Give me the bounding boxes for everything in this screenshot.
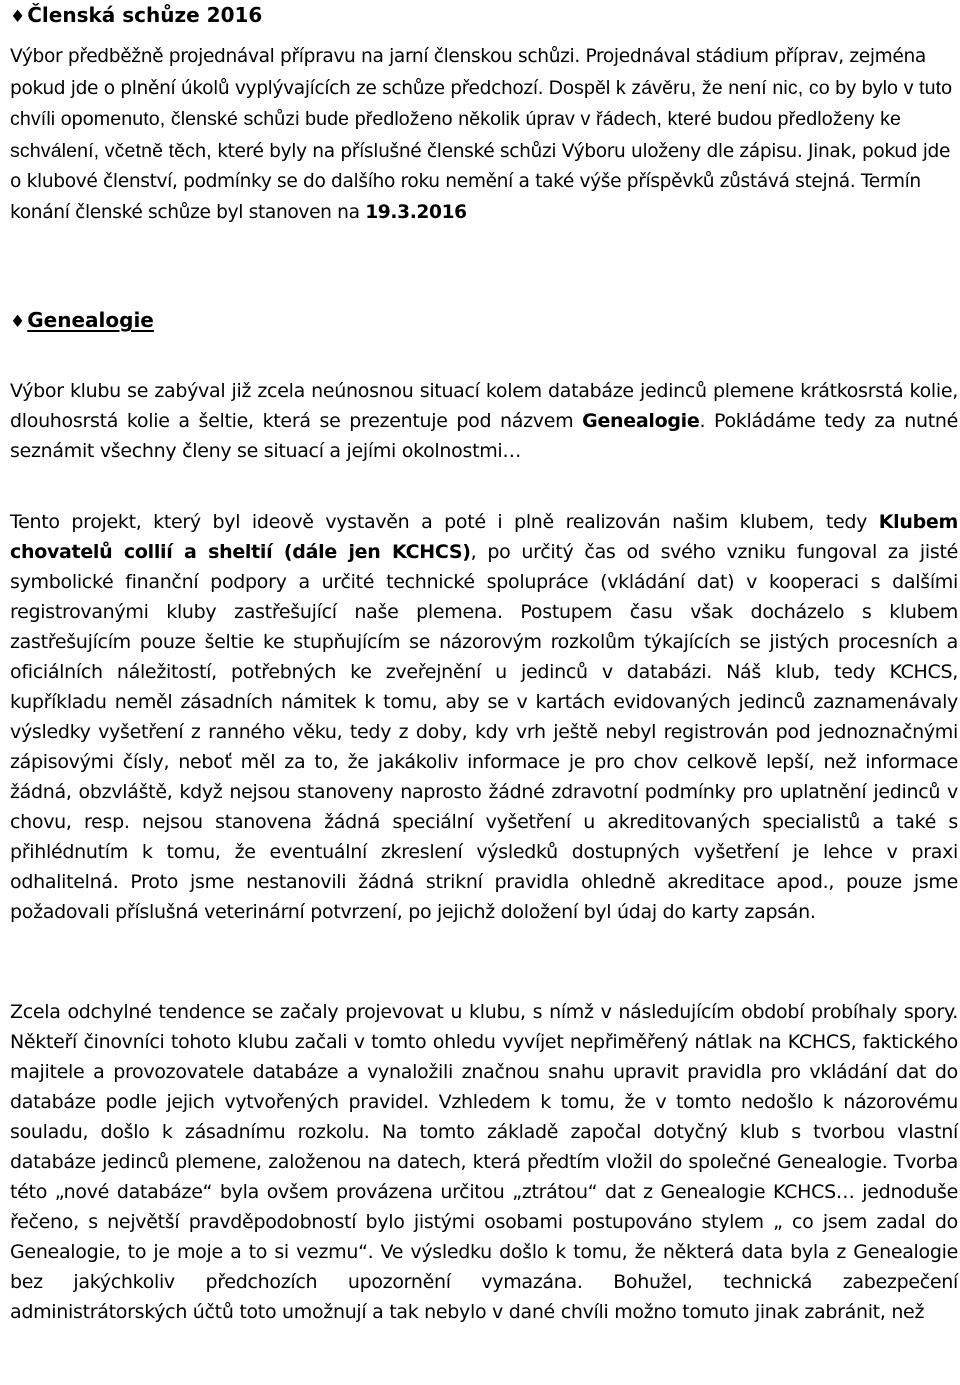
paragraph-text: Výbor klubu se zabýval již zcela neúnosnou situací kolem databáze jedinců plemene krátkosrstá kolie, dlouhosrstá kolie a šeltie, která se prezentuje pod názvem [10,380,958,432]
paragraph-text-c: které byly na příslušné členské schůzi Výboru uloženy dle zápisu. Jinak, pokud jde o klubové členství, podmínky se do dalšího roku nemění a také výše příspěvků zůstává stejná. Termín konání členské schůze byl stanoven na [10,140,951,223]
meeting-date: 19.3.2016 [365,201,467,223]
section-title: Členská schůze 2016 [27,3,263,27]
section-heading-genealogie [10,306,154,336]
diamond-bullet-icon: ♦ [10,7,26,27]
diamond-bullet-icon: ♦ [10,312,26,332]
paragraph-clenska-schuze [10,42,958,228]
bold-club-name: Klubem chovatelů collií a sheltií (dále jen KCHCS) [10,511,958,563]
paragraph-genealogie-intro [10,376,958,466]
paragraph-genealogie-history [10,507,958,927]
section-title: Genealogie [27,308,154,332]
paragraph-text-b: Dospěl k závěru, že není nic, co by bylo v tuto chvíli opomenuto, členské schůzi bude předloženo několik úprav v řádech, které budou předloženy ke schválení, včetně těch, [10,76,953,162]
paragraph-text: Tento projekt, který byl ideově vystavěn a poté i plně realizován našim klubem, tedy [10,511,879,533]
paragraph-text-a: Výbor předběžně projednával přípravu na jarní členskou schůzi. Projednával stádium příprav, zejména pokud jde o plnění úkolů vyplývajících ze schůze předchozí. [10,46,926,99]
bold-term: Genealogie [582,410,700,432]
paragraph-genealogie-dispute: Zcela odchylné tendence se začaly projevovat u klubu, s nímž v následujícím období probíhaly spory. Někteří činovníci tohoto klubu začali v tomto ohledu vyvíjet nepřiměřený nátlak na KCHCS, faktického majitele a provozovatele databáze a vynaložili značnou snahu upravit pravidla pro vkládání dat do databáze podle jejich vytvořených pravidel. Vzhledem k tomu, že v tomto nedošlo k názorovému souladu, došlo k zásadnímu rozkolu. Na tomto základě započal dotyčný klub s tvorbou vlastní databáze jedinců plemene, založenou na datech, která předtím vložil do společné Genealogie. Tvorba této „nové databáze“ byla ovšem provázena určitou „ztrátou“ dat z Genealogie KCHCS… jednoduše řečeno, s největší pravděpodobností bylo jistými osobami postupováno stylem „ co jsem zadal do Genealogie, to je moje a to si vezmu“. Ve výsledku došlo k tomu, že některá data byla z Genealogie bez jakýchkoliv předchozích upozornění vymazána. Bohužel, technická zabezpečení administrátorských účtů toto umožnují a tak nebylo v dané chvíli možno tomuto jinak zabránit, než [10,1001,958,1323]
paragraph-text: , po určitý čas od svého vzniku fungoval za jisté symbolické finanční podpory a určité technické spolupráce (vkládání dat) v kooperaci s dalšími registrovanými kluby zastřešující naše plemena. Postupem času však docházelo s klubem zastřešujícím pouze šeltie ke stupňujícím se názorovým rozkolům týkajících se jistých procesních a oficiálních náležitostí, potřebných ke zveřejnění u jedinců v databázi. Náš klub, tedy KCHCS, kupříkladu neměl zásadních námitek k tomu, aby se v kartách evidovaných jedinců zaznamenávaly výsledky vyšetření z ranného věku, tedy z doby, kdy vrh ještě nebyl registrován pod jednoznačnými zápisovými čísly, neboť měl za to, že jakákoliv informace je pro chov celkově lepší, než informace žádná, obzvláště, když nejsou stanoveny naprosto žádné zdravotní podmínky pro uplatnění jedinců v chovu, resp. nejsou stanovena žádná speciální vyšetření u akreditovaných specialistů a také s přihlédnutím k tomu, že eventuální zkreslení výsledků dostupných vyšetření je lehce v praxi odhalitelná. Proto jsme nestanovili žádná strikní pravidla ohledně akreditace apod., pouze jsme požadovali příslušná veterinární potvrzení, po jejichž doložení byl údaj do karty zapsán. [10,541,959,923]
section-heading-clenska-schuze [10,1,262,31]
paragraph-text: . Pokládáme tedy za nutné seznámit všechny členy se situací a jejími okolnostmi… [10,410,958,462]
